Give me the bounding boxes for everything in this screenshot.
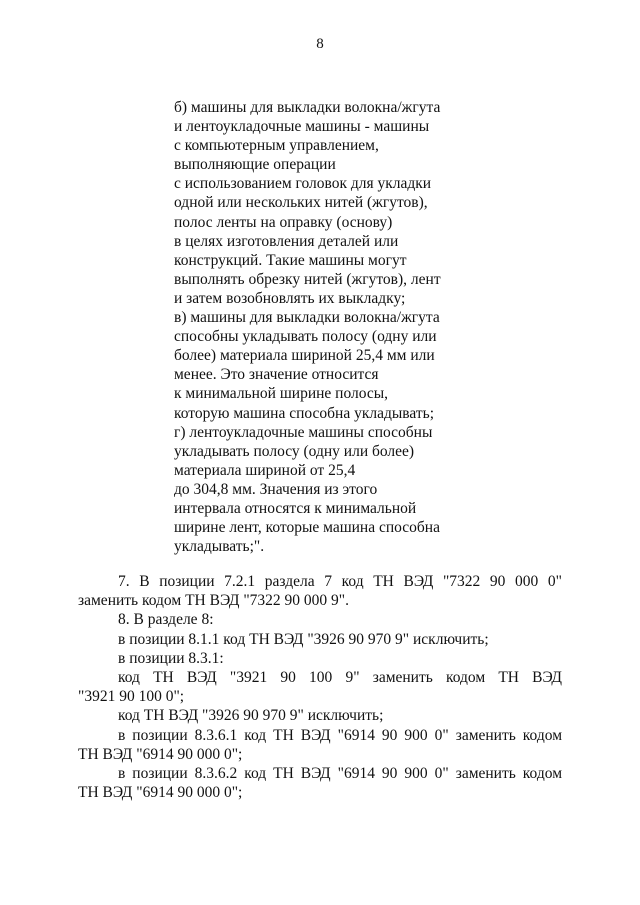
quote-line: ширине лент, которые машина способна <box>174 519 440 537</box>
quote-line: до 304,8 мм. Значения из этого <box>174 480 378 498</box>
quote-line: выполняющие операции <box>174 156 336 174</box>
quote-line: и затем возобновлять их выкладку; <box>174 289 406 307</box>
item-8-3-1-exclude: код ТН ВЭД "3926 90 970 9" исключить; <box>118 707 384 725</box>
quote-line: с использованием головок для укладки <box>174 175 432 193</box>
quote-line: б) машины для выкладки волокна/жгута <box>174 99 441 116</box>
quote-line: полос ленты на оправку (основу) <box>174 213 393 231</box>
item-8-3-6-1-line-2: ТН ВЭД "6914 90 000 0"; <box>78 745 243 763</box>
quote-line: к минимальной ширине полосы, <box>174 385 389 403</box>
item-7-line-1: 7. В позиции 7.2.1 раздела 7 код ТН ВЭД "7322 90 000 0" <box>118 573 562 590</box>
quoted-text-block <box>174 98 474 556</box>
quote-line: г) лентоукладочные машины способны <box>174 423 433 441</box>
amendment-items <box>78 572 562 802</box>
quote-line: которую машина способна укладывать; <box>174 404 435 422</box>
item-7-line-2: заменить кодом ТН ВЭД "7322 90 000 9". <box>78 592 349 610</box>
item-8-heading: 8. В разделе 8: <box>118 611 214 629</box>
page-number: 8 <box>316 36 324 52</box>
item-8-1-1: в позиции 8.1.1 код ТН ВЭД "3926 90 970 9" исключить; <box>118 630 489 648</box>
quote-line: материала шириной от 25,4 <box>174 461 356 479</box>
item-8-3-6-1-line-1: в позиции 8.3.6.1 код ТН ВЭД "6914 90 900 0" заменить кодом <box>118 726 562 744</box>
quote-line: и лентоукладочные машины - машины <box>174 118 430 136</box>
quote-line: выполнять обрезку нитей (жгутов), лент <box>174 270 441 288</box>
quote-line: одной или нескольких нитей (жгутов), <box>174 194 428 212</box>
quote-line: укладывать полосу (одну или более) <box>174 442 415 460</box>
quote-line: способны укладывать полосу (одну или <box>174 328 437 346</box>
quote-line: конструкций. Такие машины могут <box>174 251 407 269</box>
quote-line: менее. Это значение относится <box>174 366 379 384</box>
quote-line: в) машины для выкладки волокна/жгута <box>174 309 440 327</box>
item-8-3-1-replace-line-1: код ТН ВЭД "3921 90 100 9" заменить кодом ТН ВЭД <box>118 668 562 686</box>
item-8-3-1-heading: в позиции 8.3.1: <box>118 649 224 667</box>
quote-line: в целях изготовления деталей или <box>174 232 399 250</box>
item-8-3-1-replace-line-2: "3921 90 100 0"; <box>78 688 185 706</box>
item-8-3-6-2-line-2: ТН ВЭД "6914 90 000 0"; <box>78 784 243 802</box>
quote-line: укладывать;". <box>174 538 265 556</box>
quote-line: более) материала шириной 25,4 мм или <box>174 347 435 365</box>
quote-line: с компьютерным управлением, <box>174 137 379 155</box>
item-8-3-6-2-line-1: в позиции 8.3.6.2 код ТН ВЭД "6914 90 900 0" заменить кодом <box>118 764 562 782</box>
quote-line: интервала относятся к минимальной <box>174 499 417 517</box>
